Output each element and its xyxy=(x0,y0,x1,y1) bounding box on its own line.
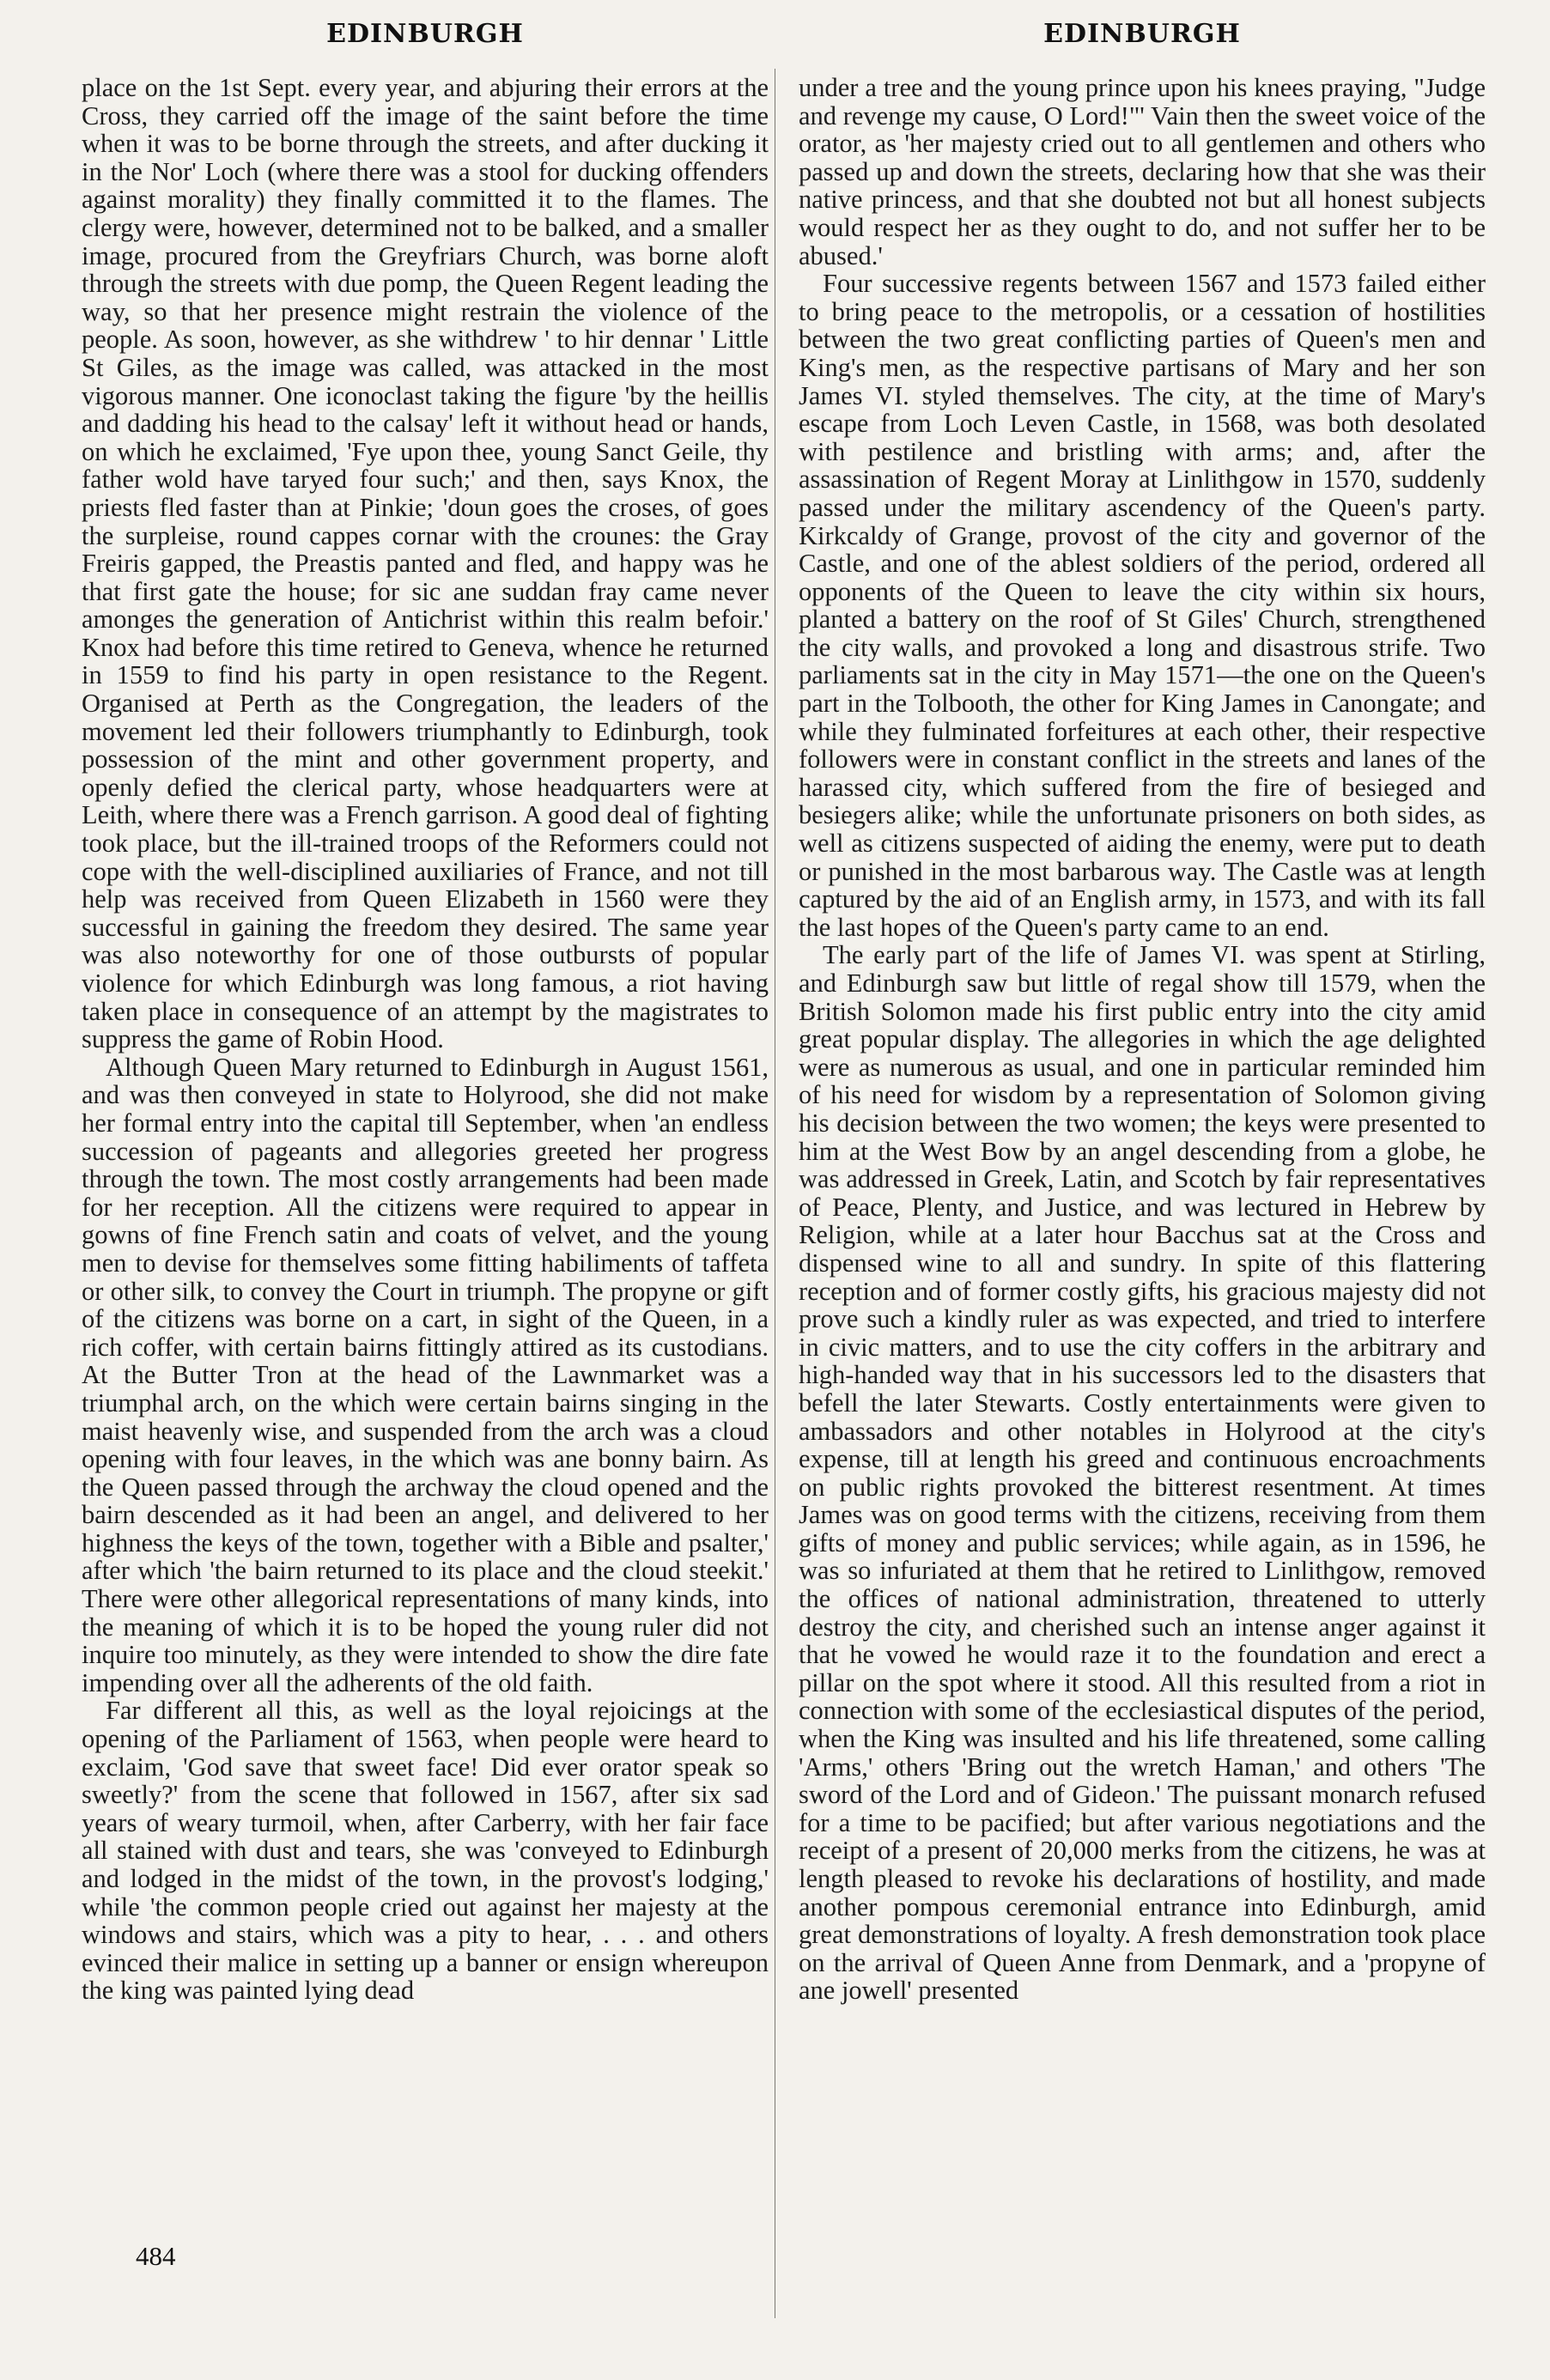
paragraph: The early part of the life of James VI. was spent at Stirling, and Edinburgh saw but little of regal show till 1579, when the British Solomon made his first public entry into the city amid great popular display. The allegories in which the age delighted were as numerous as usual, and one in particular reminded him of his need for wisdom by a representation of Solomon giving his decision between the two women; the keys were presented to him at the West Bow by an angel descending from a globe, he was addressed in Greek, Latin, and Scotch by fair representatives of Peace, Plenty, and Justice, and was lectured in Hebrew by Religion, while at a later hour Bacchus sat at the Cross and dispensed wine to all and sundry. In spite of this flattering reception and of former costly gifts, his gracious majesty did not prove such a kindly ruler as was expected, and tried to interfere in civic matters, and to use the city coffers in the arbitrary and high-handed way that in his successors led to the disasters that befell the later Stewarts. Costly entertainments were given to ambassadors and other notables in Holyrood at the city's expense, till at length his greed and continuous encroachments on public rights provoked the bitterest resentment. At times James was on good terms with the citizens, receiving from them gifts of money and public services; while again, as in 1596, he was so infuriated at them that he retired to Linlithgow, removed the offices of national administration, threatened to utterly destroy the city, and cherished such an intense anger against it that he vowed he would raze it to the foundation and erect a pillar on the spot where it stood. All this resulted from a riot in connection with some of the ecclesiastical disputes of the period, when the King was insulted and his life threatened, some calling 'Arms,' others 'Bring out the wretch Haman,' and others 'The sword of the Lord and of Gideon.' The puissant monarch refused for a time to be pacified; but after various negotiations and the receipt of a present of 20,000 merks from the citizens, he was at length pleased to revoke his declarations of hostility, and made another pompous ceremonial entrance into Edinburgh, amid great demonstrations of loyalty. A fresh demonstration took place on the arrival of Queen Anne from Denmark, and a 'propyne of ane jowell' presented xyxy=(799,940,1486,2006)
paragraph: under a tree and the young prince upon his knees praying, "Judge and revenge my cause, O Lord!"' Vain then the sweet voice of the orator, as 'her majesty cried out to all gentlemen and others who passed up and down the streets, declaring how that she was their native princess, and that she doubted not but all honest subjects would respect her as they ought to do, and not suffer her to be abused.' xyxy=(799,73,1486,270)
left-column-text xyxy=(82,74,769,2005)
paragraph: Far different all this, as well as the loyal rejoicings at the opening of the Parliament of 1563, when people were heard to exclaim, 'God save that sweet face! Did ever orator speak so sweetly?' from the scene that followed in 1567, after six sad years of weary turmoil, when, after Carberry, with her fair face all stained with dust and tears, she was 'conveyed to Edinburgh and lodged in the midst of the town, in the provost's lodging,' while 'the common people cried out against her majesty at the windows and stairs, which was a pity to hear, . . . and others evinced their malice in setting up a banner or ensign whereupon the king was painted lying dead xyxy=(82,1696,769,2006)
running-head-right: EDINBURGH xyxy=(1043,19,1241,49)
paragraph: Although Queen Mary returned to Edinburgh in August 1561, and was then conveyed in state to Holyrood, she did not make her formal entry into the capital till September, when 'an endless succession of pageants and allegories greeted her progress through the town. The most costly arrangements had been made for her reception. All the citizens were required to appear in gowns of fine French satin and coats of velvet, and the young men to devise for themselves some fitting habiliments of taffeta or other silk, to convey the Court in triumph. The propyne or gift of the citizens was borne on a cart, in sight of the Queen, in a rich coffer, with certain bairns fittingly attired as its custodians. At the Butter Tron at the head of the Lawnmarket was a triumphal arch, on the which were certain bairns singing in the maist heavenly wise, and suspended from the arch was a cloud opening with four leaves, in the which was ane bonny bairn. As the Queen passed through the archway the cloud opened and the bairn descended as it had been an angel, and delivered to her highness the keys of the town, together with a Bible and psalter,' after which 'the bairn returned to its place and the cloud steekit.' There were other allegorical representations of many kinds, into the meaning of which it is to be hoped the young ruler did not inquire too minutely, as they were intended to show the dire fate impending over all the adherents of the old faith. xyxy=(82,1052,769,1697)
running-head-left: EDINBURGH xyxy=(326,19,524,49)
right-column-text xyxy=(799,74,1486,2005)
paragraph: place on the 1st Sept. every year, and abjuring their errors at the Cross, they carried off the image of the saint before the time when it was to be borne through the streets, and after ducking it in the Nor' Loch (where there was a stool for ducking offenders against morality) they finally committed it to the flames. The clergy were, however, determined not to be balked, and a smaller image, procured from the Greyfriars Church, was borne aloft through the streets with due pomp, the Queen Regent leading the way, so that her presence might restrain the violence of the people. As soon, however, as she withdrew ' to hir dennar ' Little St Giles, as the image was called, was attacked in the most vigorous manner. One iconoclast taking the figure 'by the heillis and dadding his head to the calsay' left it without head or hands, on which he exclaimed, 'Fye upon thee, young Sanct Geile, thy father wold have taryed four such;' and then, says Knox, the priests fled faster than at Pinkie; 'doun goes the croses, of goes the surpleise, round cappes cornar with the crounes: the Gray Freiris gapped, the Preastis panted and fled, and happy was he that first gate the house; for sic ane suddan fray came never amonges the generation of Antichrist within this realm befoir.' Knox had before this time retired to Geneva, whence he returned in 1559 to find his party in open resistance to the Regent. Organised at Perth as the Congregation, the leaders of the movement led their followers triumphantly to Edinburgh, took possession of the mint and other government property, and openly defied the clerical party, whose headquarters were at Leith, where there was a French garrison. A good deal of fighting took place, but the ill-trained troops of the Reformers could not cope with the well-disciplined auxiliaries of France, and not till help was received from Queen Elizabeth in 1560 were they successful in gaining the freedom they desired. The same year was also noteworthy for one of those outbursts of popular violence for which Edinburgh was long famous, a riot having taken place in consequence of an attempt by the magistrates to suppress the game of Robin Hood. xyxy=(82,73,769,1054)
page-number: 484 xyxy=(136,2241,176,2271)
paragraph: Four successive regents between 1567 and 1573 failed either to bring peace to the metropolis, or a cessation of hostilities between the two great conflicting parties of Queen's men and King's men, as the respective partisans of Mary and her son James VI. styled themselves. The city, at the time of Mary's escape from Loch Leven Castle, in 1568, was both desolated with pestilence and bristling with arms; and, after the assassination of Regent Moray at Linlithgow in 1570, suddenly passed under the military ascendency of the Queen's party. Kirkcaldy of Grange, provost of the city and governor of the Castle, and one of the ablest soldiers of the period, ordered all opponents of the Queen to leave the city within six hours, planted a battery on the roof of St Giles' Church, strengthened the city walls, and provoked a long and disastrous strife. Two parliaments sat in the city in May 1571—the one on the Queen's part in the Tolbooth, the other for King James in Canongate; and while they fulminated forfeitures at each other, their respective followers were in constant conflict in the streets and lanes of the harassed city, which suffered from the fire of besieged and besiegers alike; while the unfortunate prisoners on both sides, as well as citizens suspected of aiding the enemy, were put to death or punished in the most barbarous way. The Castle was at length captured by the aid of an English army, in 1573, and with its fall the last hopes of the Queen's party came to an end. xyxy=(799,269,1486,942)
